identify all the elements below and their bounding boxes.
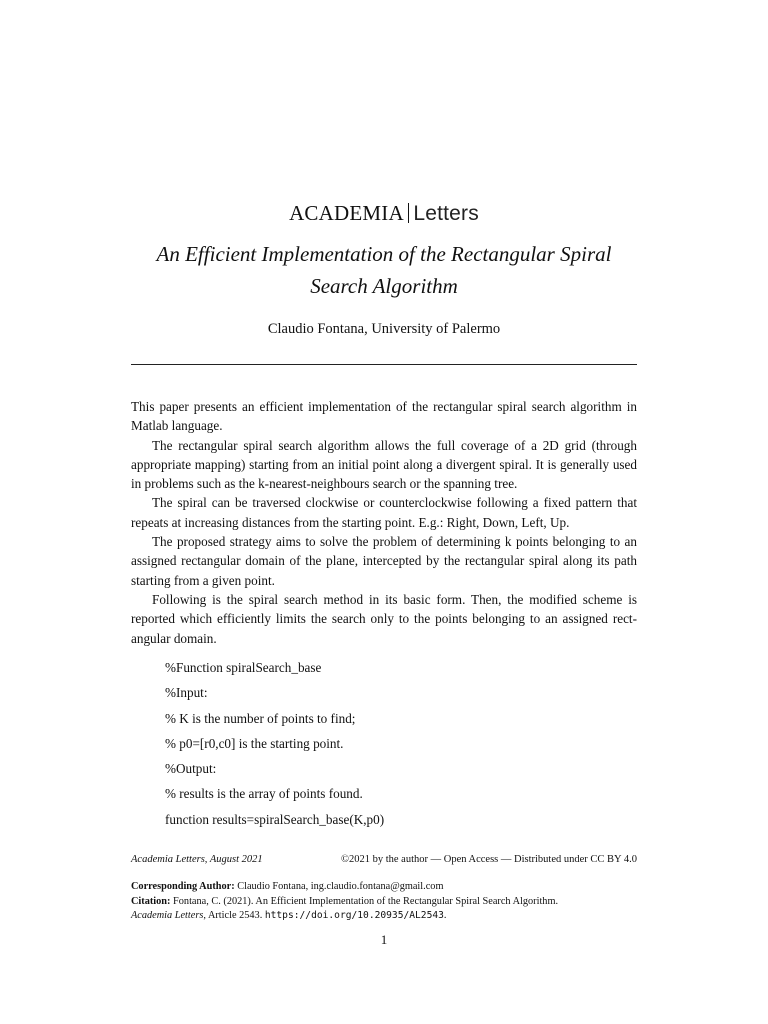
citation-journal-row <box>131 909 637 924</box>
citation-label: Citation: <box>131 895 171 907</box>
citation-article: , Article 2543. <box>203 910 263 921</box>
corresponding-label: Corresponding Author: <box>131 881 235 892</box>
corresponding-author-row <box>131 880 637 895</box>
paragraph: The rectangular spiral search algorithm allows the full coverage of a 2D grid (through appropriate mapping) starting from an initial point along a divergent spiral. It is generally used in problems such as the k-nearest-neighbours search or the spanning tree. <box>131 437 637 492</box>
license-notice: ©2021 by the author — Open Access — Distributed under CC BY 4.0 <box>340 854 637 865</box>
code-line: %Function spiralSearch_base <box>165 660 322 675</box>
journal-date: Academia Letters, August 2021 <box>131 854 263 865</box>
page-number: 1 <box>380 932 388 947</box>
title-divider <box>131 364 637 365</box>
code-line: % K is the number of points to find; <box>165 710 356 726</box>
author-affiliation: Claudio Fontana, University of Palermo <box>267 321 501 337</box>
brand-subtitle: Letters <box>413 202 479 225</box>
paragraph: This paper presents an efficient implementation of the rectangular spiral search algorithm in Matlab language. <box>131 399 637 434</box>
title-line-1: An Efficient Implementation of the Rectangular Spiral <box>156 242 612 266</box>
code-line: function results=spiralSearch_base(K,p0) <box>165 811 385 827</box>
title-line-2: Search Algorithm <box>310 274 458 298</box>
body-text <box>131 397 637 648</box>
code-line: % results is the array of points found. <box>165 786 363 802</box>
code-listing <box>165 659 625 836</box>
brand-name: ACADEMIA <box>289 201 404 225</box>
paragraph: The proposed strategy aims to solve the problem of determining k points belonging to an assigned rectangular domain of the plane, intercepted by the rectangular spiral along its path starting from a given point. <box>131 534 637 588</box>
code-line: %Output: <box>165 761 217 777</box>
paragraph: Following is the spiral search method in its basic form. Then, the modified scheme is reported which efficiently limits the search only to the points belonging to an assigned rect-angular domain. <box>131 591 637 646</box>
corresponding-value: Claudio Fontana, ing.claudio.fontana@gmail.com <box>237 881 444 892</box>
paragraph: The spiral can be traversed clockwise or counterclockwise following a fixed pattern that repeats at increasing distances from the starting point. E.g.: Right, Down, Left, Up. <box>131 495 637 530</box>
journal-brand <box>0 200 768 227</box>
code-line: % p0=[r0,c0] is the starting point. <box>165 735 344 751</box>
footer-info <box>131 880 637 924</box>
brand-separator <box>408 203 410 223</box>
paper-title <box>100 238 668 302</box>
citation-row <box>131 895 637 910</box>
citation-end: . <box>443 910 447 921</box>
code-line: %Input: <box>165 685 208 701</box>
doi-link[interactable]: https://doi.org/10.20935/AL2543 <box>264 910 444 921</box>
citation-value: Fontana, C. (2021). An Efficient Implementation of the Rectangular Spiral Search Algorithm. <box>173 895 559 907</box>
citation-journal: Academia Letters <box>131 910 204 921</box>
